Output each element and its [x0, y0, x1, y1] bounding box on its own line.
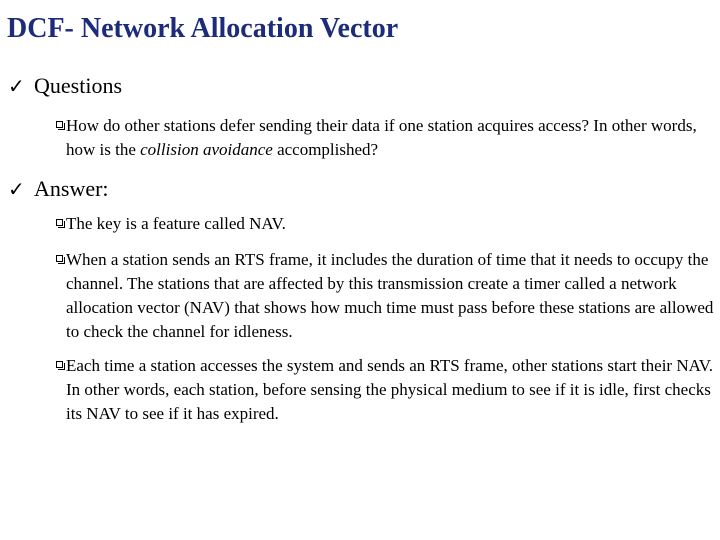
item-text-end: accomplished?	[272, 140, 379, 159]
square-bullet-icon	[56, 255, 63, 262]
item-text: How do other stations defer sending their data if one station acquires access? In other words, how is the	[66, 116, 697, 159]
section-answer	[8, 177, 109, 201]
list-item: Each time a station accesses the system and sends an RTS frame, other stations start their NAV. In other words, each station, before sensing the physical medium to see if it is idle, first checks its NAV to see if it has expired.	[66, 356, 714, 423]
section-label: Questions	[34, 73, 122, 98]
section-label: Answer:	[34, 176, 109, 201]
list-item	[66, 114, 716, 162]
slide-title: DCF- Network Allocation Vector	[7, 13, 399, 44]
list-item: The key is a feature called NAV.	[66, 214, 286, 233]
square-bullet-icon	[56, 121, 63, 128]
check-icon: ✓	[8, 76, 25, 98]
check-icon: ✓	[8, 179, 25, 201]
item-emphasis: collision avoidance	[140, 140, 273, 159]
square-bullet-icon	[56, 219, 63, 226]
section-questions	[8, 74, 122, 98]
square-bullet-icon	[56, 361, 63, 368]
list-item: When a station sends an RTS frame, it includes the duration of time that it needs to occupy the channel. The stations that are affected by this transmission create a timer called a network allocation vector (NAV) that shows how much time must pass before these stations are allowed to check the channel for idleness.	[66, 250, 714, 341]
